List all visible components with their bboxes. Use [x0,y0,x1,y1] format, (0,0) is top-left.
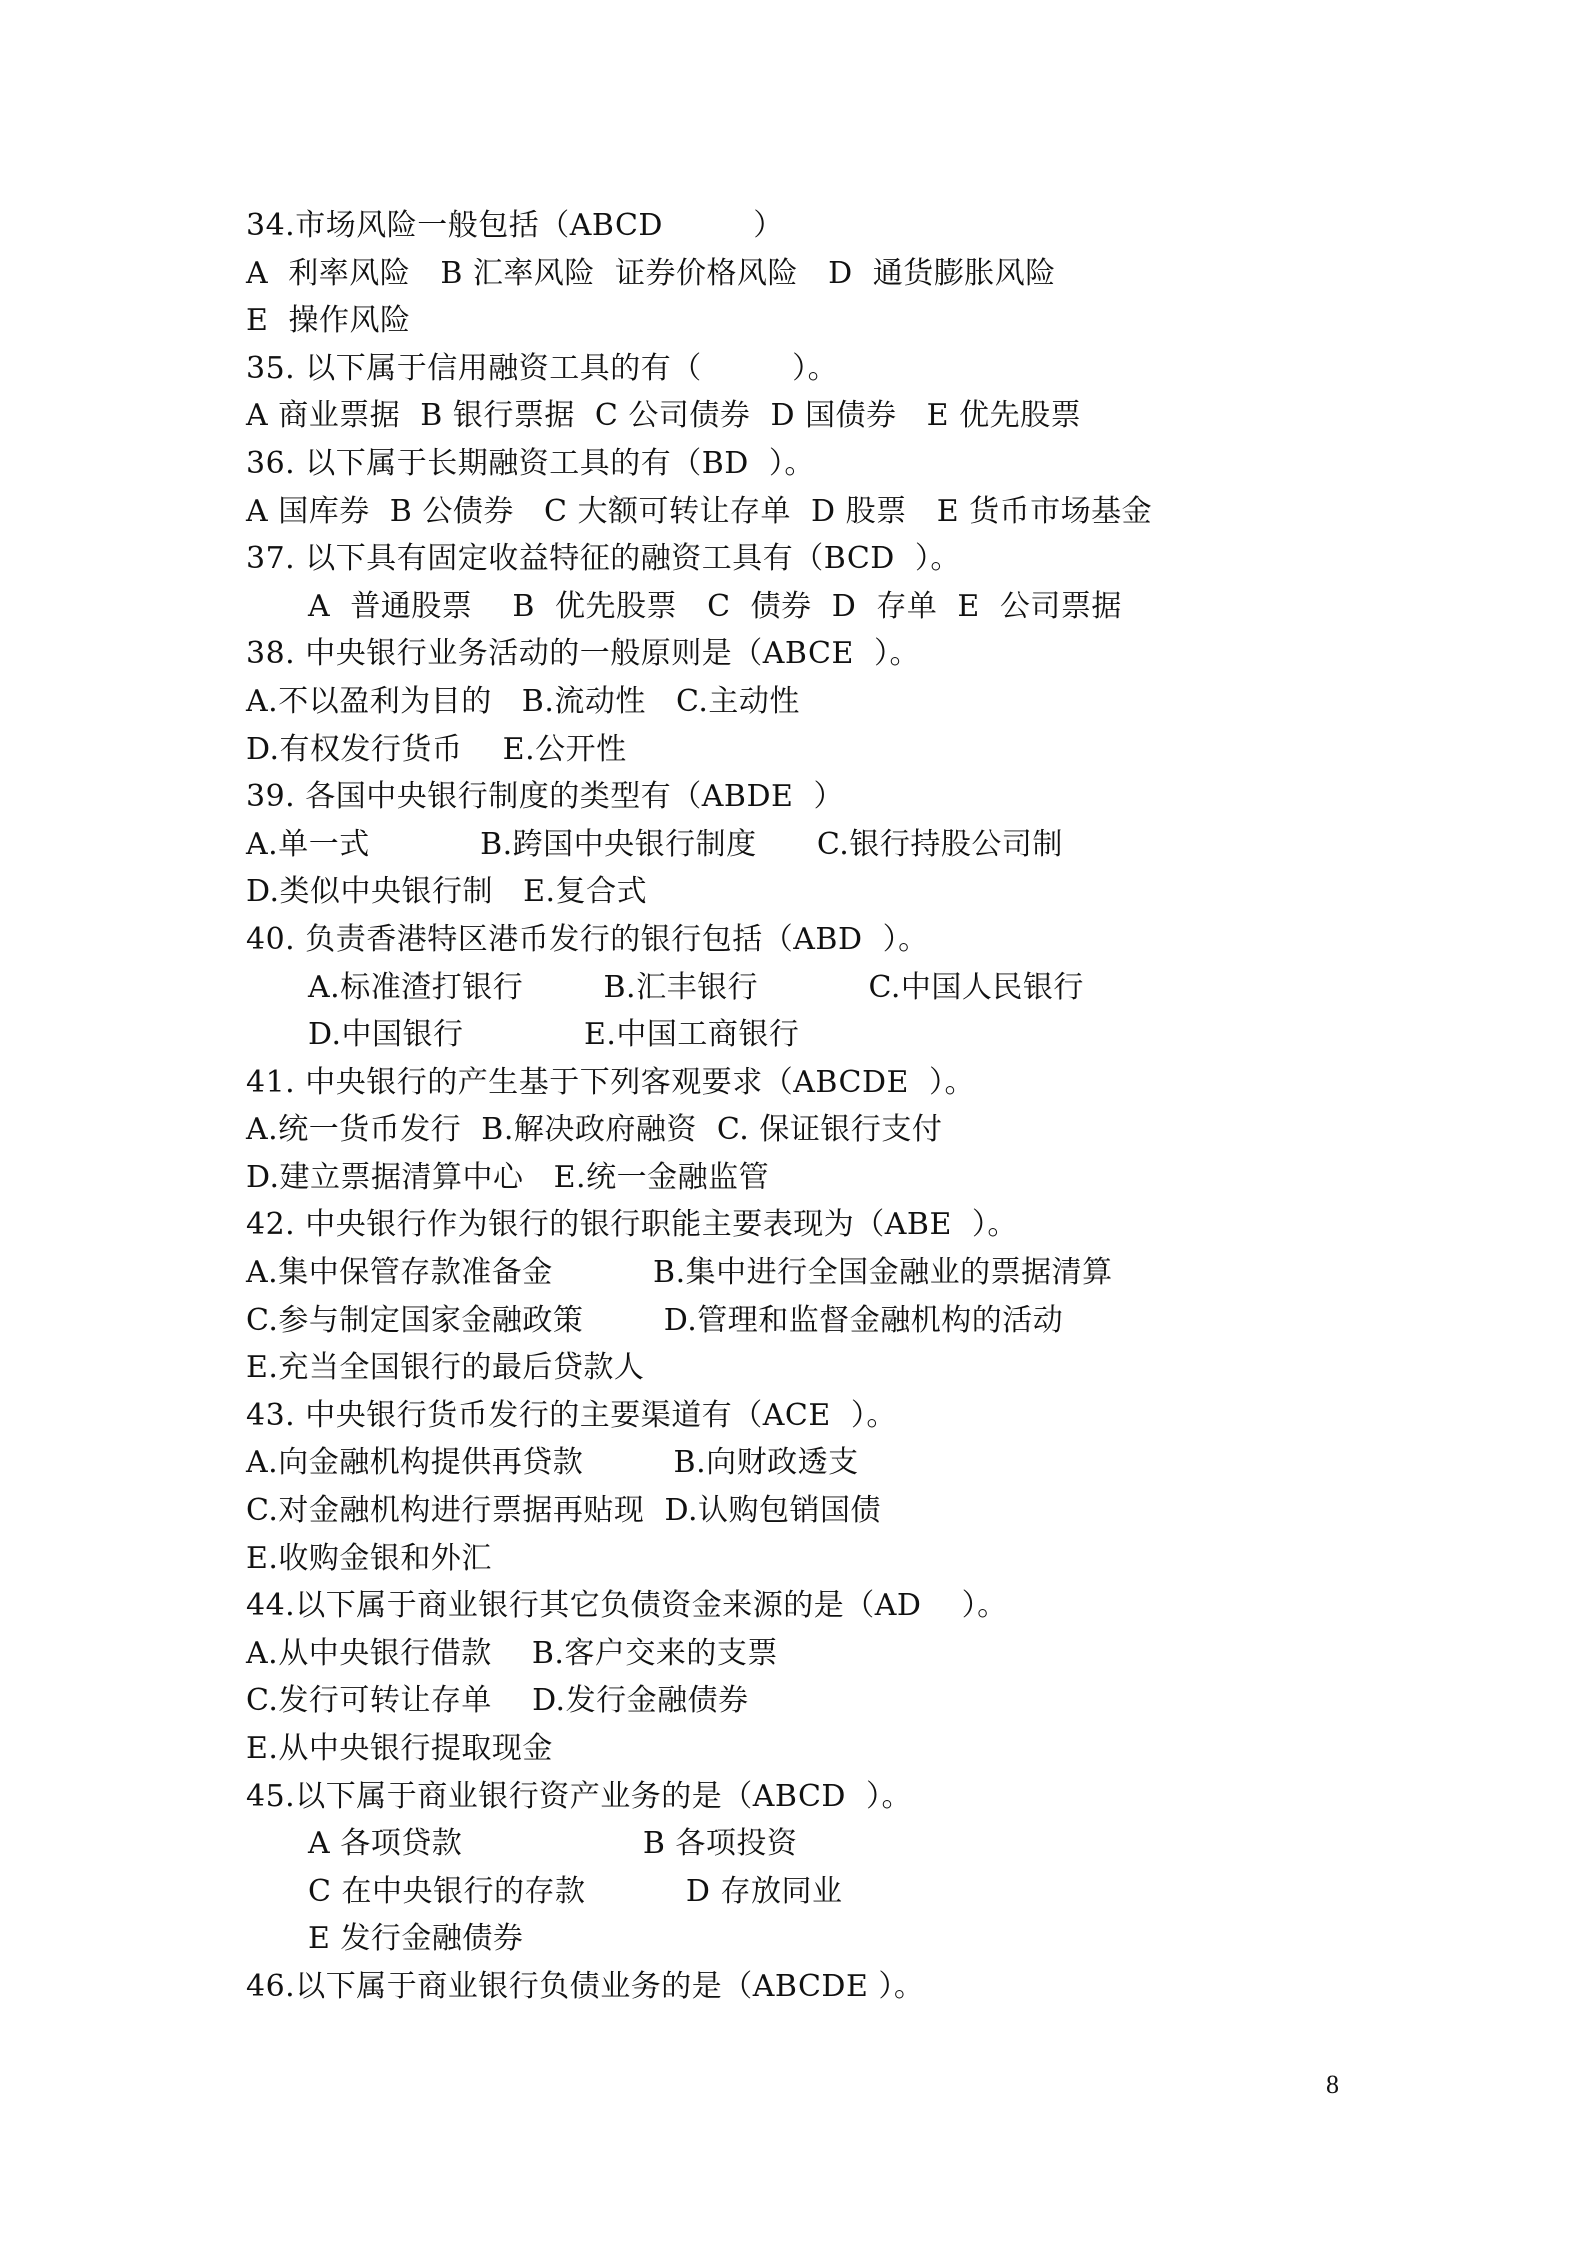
question-41-options-line-1: A.统一货币发行 B.解决政府融资 C. 保证银行支付 [246,1112,943,1148]
question-38: 38. 中央银行业务活动的一般原则是（ABCE ）。 [246,636,920,672]
question-40-options-line-2: D.中国银行 E.中国工商银行 [308,1017,800,1053]
question-34-options-line-1: A 利率风险 B 汇率风险 证券价格风险 D 通货膨胀风险 [246,255,1056,291]
question-36: 36. 以下属于长期融资工具的有（BD ）。 [246,445,815,481]
question-35: 35. 以下属于信用融资工具的有（ ）。 [246,350,839,386]
question-42-options-line-1: A.集中保管存款准备金 B.集中进行全国金融业的票据清算 [246,1255,1113,1291]
question-list [246,202,1406,2011]
question-39: 39. 各国中央银行制度的类型有（ABDE ） [246,779,844,815]
question-45-options-line-1: A 各项贷款 B 各项投资 [308,1826,798,1862]
question-44-options-line-2: C.发行可转让存单 D.发行金融债券 [246,1683,749,1719]
question-35-options: A 商业票据 B 银行票据 C 公司债券 D 国债券 E 优先股票 [246,398,1082,434]
question-40: 40. 负责香港特区港币发行的银行包括（ABD ）。 [246,921,929,957]
question-41: 41. 中央银行的产生基于下列客观要求（ABCDE ）。 [246,1064,975,1100]
question-37: 37. 以下具有固定收益特征的融资工具有（BCD ）。 [246,541,961,577]
question-39-options-line-1: A.单一式 B.跨国中央银行制度 C.银行持股公司制 [246,826,1063,862]
question-41-options-line-2: D.建立票据清算中心 E.统一金融监管 [246,1159,770,1195]
question-46: 46.以下属于商业银行负债业务的是（ABCDE ）。 [246,1968,925,2004]
question-42-options-line-2: C.参与制定国家金融政策 D.管理和监督金融机构的活动 [246,1302,1064,1338]
question-34: 34.市场风险一般包括（ABCD ） [246,208,784,243]
question-44: 44.以下属于商业银行其它负债资金来源的是（AD ）。 [246,1588,1008,1624]
question-34-options-line-2: E 操作风险 [246,303,411,339]
question-45: 45.以下属于商业银行资产业务的是（ABCD ）。 [246,1778,913,1814]
question-39-options-line-2: D.类似中央银行制 E.复合式 [246,874,648,910]
page-number: 8 [1326,2070,1339,2099]
question-43: 43. 中央银行货币发行的主要渠道有（ACE ）。 [246,1397,897,1433]
question-45-options-line-2: C 在中央银行的存款 D 存放同业 [308,1873,843,1909]
question-42: 42. 中央银行作为银行的银行职能主要表现为（ABE ）。 [246,1207,1018,1243]
question-40-options-line-1: A.标准渣打银行 B.汇丰银行 C.中国人民银行 [308,969,1084,1005]
question-44-options-line-3: E.从中央银行提取现金 [246,1731,553,1766]
question-37-options: A 普通股票 B 优先股票 C 债券 D 存单 E 公司票据 [308,588,1122,624]
question-38-options-line-2: D.有权发行货币 E.公开性 [246,731,627,767]
question-44-options-line-1: A.从中央银行借款 B.客户交来的支票 [246,1635,778,1671]
question-38-options-line-1: A.不以盈利为目的 B.流动性 C.主动性 [246,683,800,719]
question-42-options-line-3: E.充当全国银行的最后贷款人 [246,1350,645,1386]
question-36-options: A 国库券 B 公债券 C 大额可转让存单 D 股票 E 货币市场基金 [246,493,1153,529]
question-43-options-line-2: C.对金融机构进行票据再贴现 D.认购包销国债 [246,1493,882,1529]
question-45-options-line-3: E 发行金融债券 [308,1921,524,1957]
question-43-options-line-1: A.向金融机构提供再贷款 B.向财政透支 [246,1445,859,1481]
question-43-options-line-3: E.收购金银和外汇 [246,1540,492,1576]
